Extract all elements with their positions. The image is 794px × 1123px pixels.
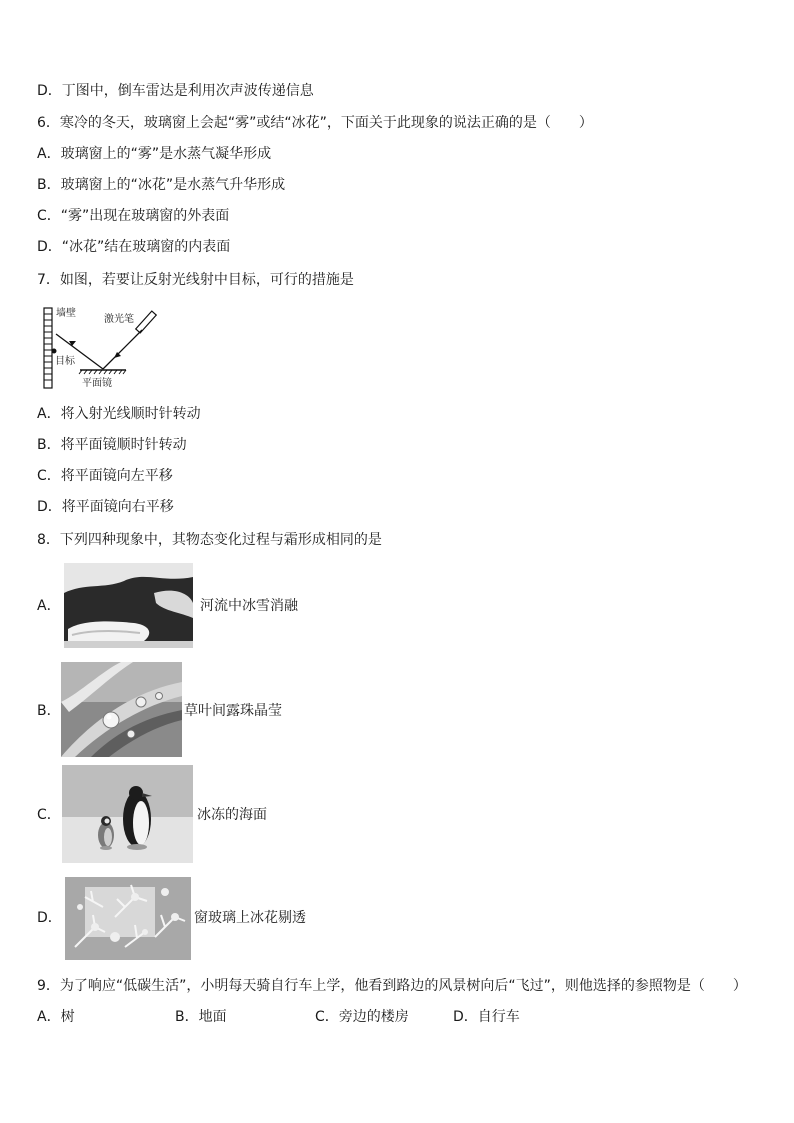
q7-mirror-diagram [42, 306, 162, 392]
laser-pen-shape [136, 311, 157, 333]
q8-stem: 8．下列四种现象中，其物态变化过程与霜形成相同的是 [37, 532, 382, 548]
q8-option-c-label: C． [37, 807, 61, 823]
q9-stem: 9．为了响应“低碳生活”，小明每天骑自行车上学，他看到路边的风景树向后“飞过”，则他选择的参照物是（ ） [37, 978, 747, 994]
q5-option-d: D．丁图中，倒车雷达是利用次声波传递信息 [37, 83, 314, 99]
q9-option-d: D．自行车 [453, 1009, 520, 1025]
q6-option-a: A．玻璃窗上的“雾”是水蒸气凝华形成 [37, 146, 272, 162]
q7-option-c: C．将平面镜向左平移 [37, 468, 173, 484]
q7-option-d: D．将平面镜向右平移 [37, 499, 174, 515]
q8-option-a-label: A． [37, 598, 61, 614]
dew-on-grass-photo [61, 662, 182, 757]
frozen-sea-photo [62, 765, 193, 863]
q7-option-a: A．将入射光线顺时针转动 [37, 406, 201, 422]
q7-option-b: B．将平面镜顺时针转动 [37, 437, 187, 453]
q6-option-d: D．“冰花”结在玻璃窗的内表面 [37, 239, 231, 255]
incident-ray [103, 330, 142, 369]
label-target: 目标 [55, 356, 75, 367]
label-mirror: 平面镜 [82, 378, 112, 389]
q9-option-c: C．旁边的楼房 [315, 1009, 409, 1025]
q9-option-a: A．树 [37, 1009, 75, 1025]
q8-option-c-caption: 冰冻的海面 [197, 807, 267, 823]
q8-option-d-caption: 窗玻璃上冰花剔透 [194, 910, 306, 926]
ice-melting-photo [64, 563, 193, 648]
q6-option-c: C．“雾”出现在玻璃窗的外表面 [37, 208, 230, 224]
q8-option-b-caption: 草叶间露珠晶莹 [184, 703, 282, 719]
q6-stem: 6．寒冷的冬天，玻璃窗上会起“雾”或结“冰花”，下面关于此现象的说法正确的是（ ） [37, 115, 593, 131]
q7-stem: 7．如图，若要让反射光线射中目标，可行的措施是 [37, 272, 354, 288]
q8-option-d-label: D． [37, 910, 62, 926]
target-dot [52, 349, 57, 354]
q8-option-b-label: B． [37, 703, 61, 719]
q6-option-b: B．玻璃窗上的“冰花”是水蒸气升华形成 [37, 177, 286, 193]
q8-option-a-caption: 河流中冰雪消融 [200, 598, 298, 614]
label-laser: 激光笔 [104, 314, 134, 325]
q9-option-b: B．地面 [175, 1009, 227, 1025]
window-frost-photo [65, 877, 191, 960]
label-wall: 墙壁 [56, 308, 76, 319]
